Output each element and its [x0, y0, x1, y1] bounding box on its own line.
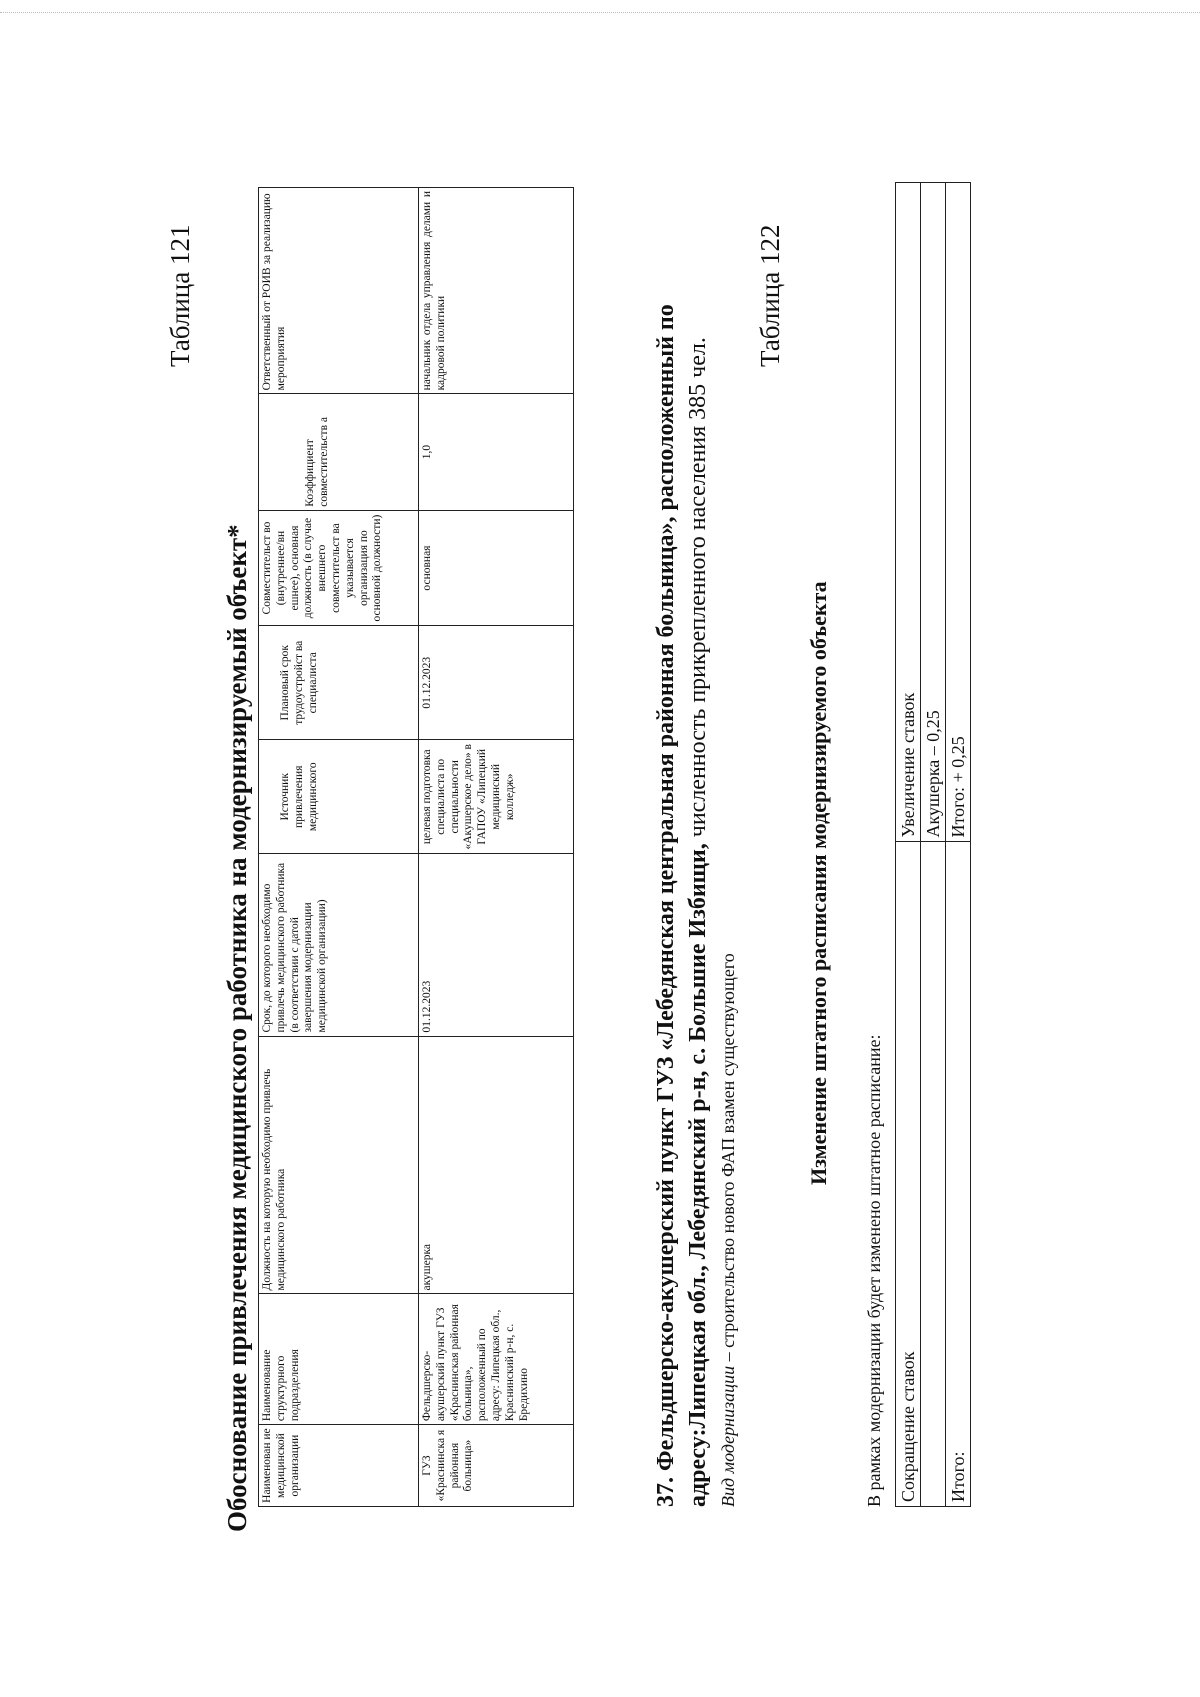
modernization-type-text: – строительство нового ФАП взамен существующего — [718, 953, 738, 1366]
col-increase-header: Увеличение ставок — [896, 183, 921, 843]
table-row — [921, 183, 946, 1507]
table-row — [946, 183, 971, 1507]
section-37-heading-population: численность прикрепленного населения 385 чел. — [685, 337, 712, 844]
th-subdivision: Наименование структурного подразделения — [259, 1294, 419, 1425]
cell-combination: основная — [419, 510, 574, 626]
th-position: Должность на которую необходимо привлечь медицинского работника — [259, 1036, 419, 1294]
col-reduction-header: Сокращение ставок — [896, 842, 921, 1507]
cell-deadline: 01.12.2023 — [419, 854, 574, 1036]
table-122-caption: Таблица 122 — [755, 224, 785, 367]
cell-source: целевая подготовка специалиста по специальности «Акушерское дело» в ГАПОУ «Липецкий медицинский колледж» — [419, 740, 574, 854]
cell-organization: ГУЗ «Краснинска я районная больница» — [419, 1425, 574, 1507]
th-source: Источник привлечения медицинского — [259, 740, 419, 854]
section-37-heading-bold: 37. Фельдшерско-акушерский пункт ГУЗ «Лебедянская центральная районная больница», расположенный по адресу:Липецкая обл., Лебедянский р-н, с. Большие Избищи, — [653, 304, 712, 1507]
table-121 — [258, 187, 574, 1507]
modernization-type — [718, 953, 739, 1507]
table-121-title: Обоснование привлечения медицинского работника на модернизируемый объект* — [222, 524, 252, 1532]
cell-responsible: начальник отдела управления делами и кадровой политики — [419, 188, 574, 394]
table-121-caption: Таблица 121 — [165, 224, 195, 367]
table-122 — [895, 182, 971, 1507]
th-combination: Совместительст во (внутреннее/вн ешнее), основная должность (в случае внешнего совместительст ва указывается организация по основной должности) — [259, 510, 419, 626]
staffing-intro: В рамках модернизации будет изменено штатное расписание: — [864, 1034, 884, 1507]
th-responsible: Ответственный от РОИВ за реализацию мероприятия — [259, 188, 419, 394]
cell-subdivision: Фельдшерско-акушерский пункт ГУЗ «Краснинская районная больница», расположенный по адресу: Липецкая обл., Краснинский р-н, с. Бредихино — [419, 1294, 574, 1425]
cell-position: акушерка — [419, 1036, 574, 1294]
section-37-heading — [650, 177, 715, 1507]
increase-cell: Акушерка – 0,25 — [921, 183, 946, 843]
th-deadline: Срок, до которого необходимо привлечь медицинского работника (в соответствии с датой завершения модернизации медицинской организации) — [259, 854, 419, 1036]
cell-coefficient: 1,0 — [419, 394, 574, 510]
table-122-title: Изменение штатного расписания модернизируемого объекта — [806, 581, 831, 1185]
modernization-type-label: Вид модернизации — [718, 1365, 738, 1507]
table-row — [419, 188, 574, 1507]
th-organization: Наименован ие медицинской организации — [259, 1425, 419, 1507]
th-coefficient: Коэффициент совместительств а — [259, 394, 419, 510]
th-planned-date: Плановый срок трудоустройст ва специалиста — [259, 626, 419, 740]
cell-planned-date: 01.12.2023 — [419, 626, 574, 740]
table-121-header-row — [259, 188, 419, 1507]
total-reduction: Итого: — [946, 842, 971, 1507]
reduction-cell — [921, 842, 946, 1507]
total-increase: Итого: + 0,25 — [946, 183, 971, 843]
